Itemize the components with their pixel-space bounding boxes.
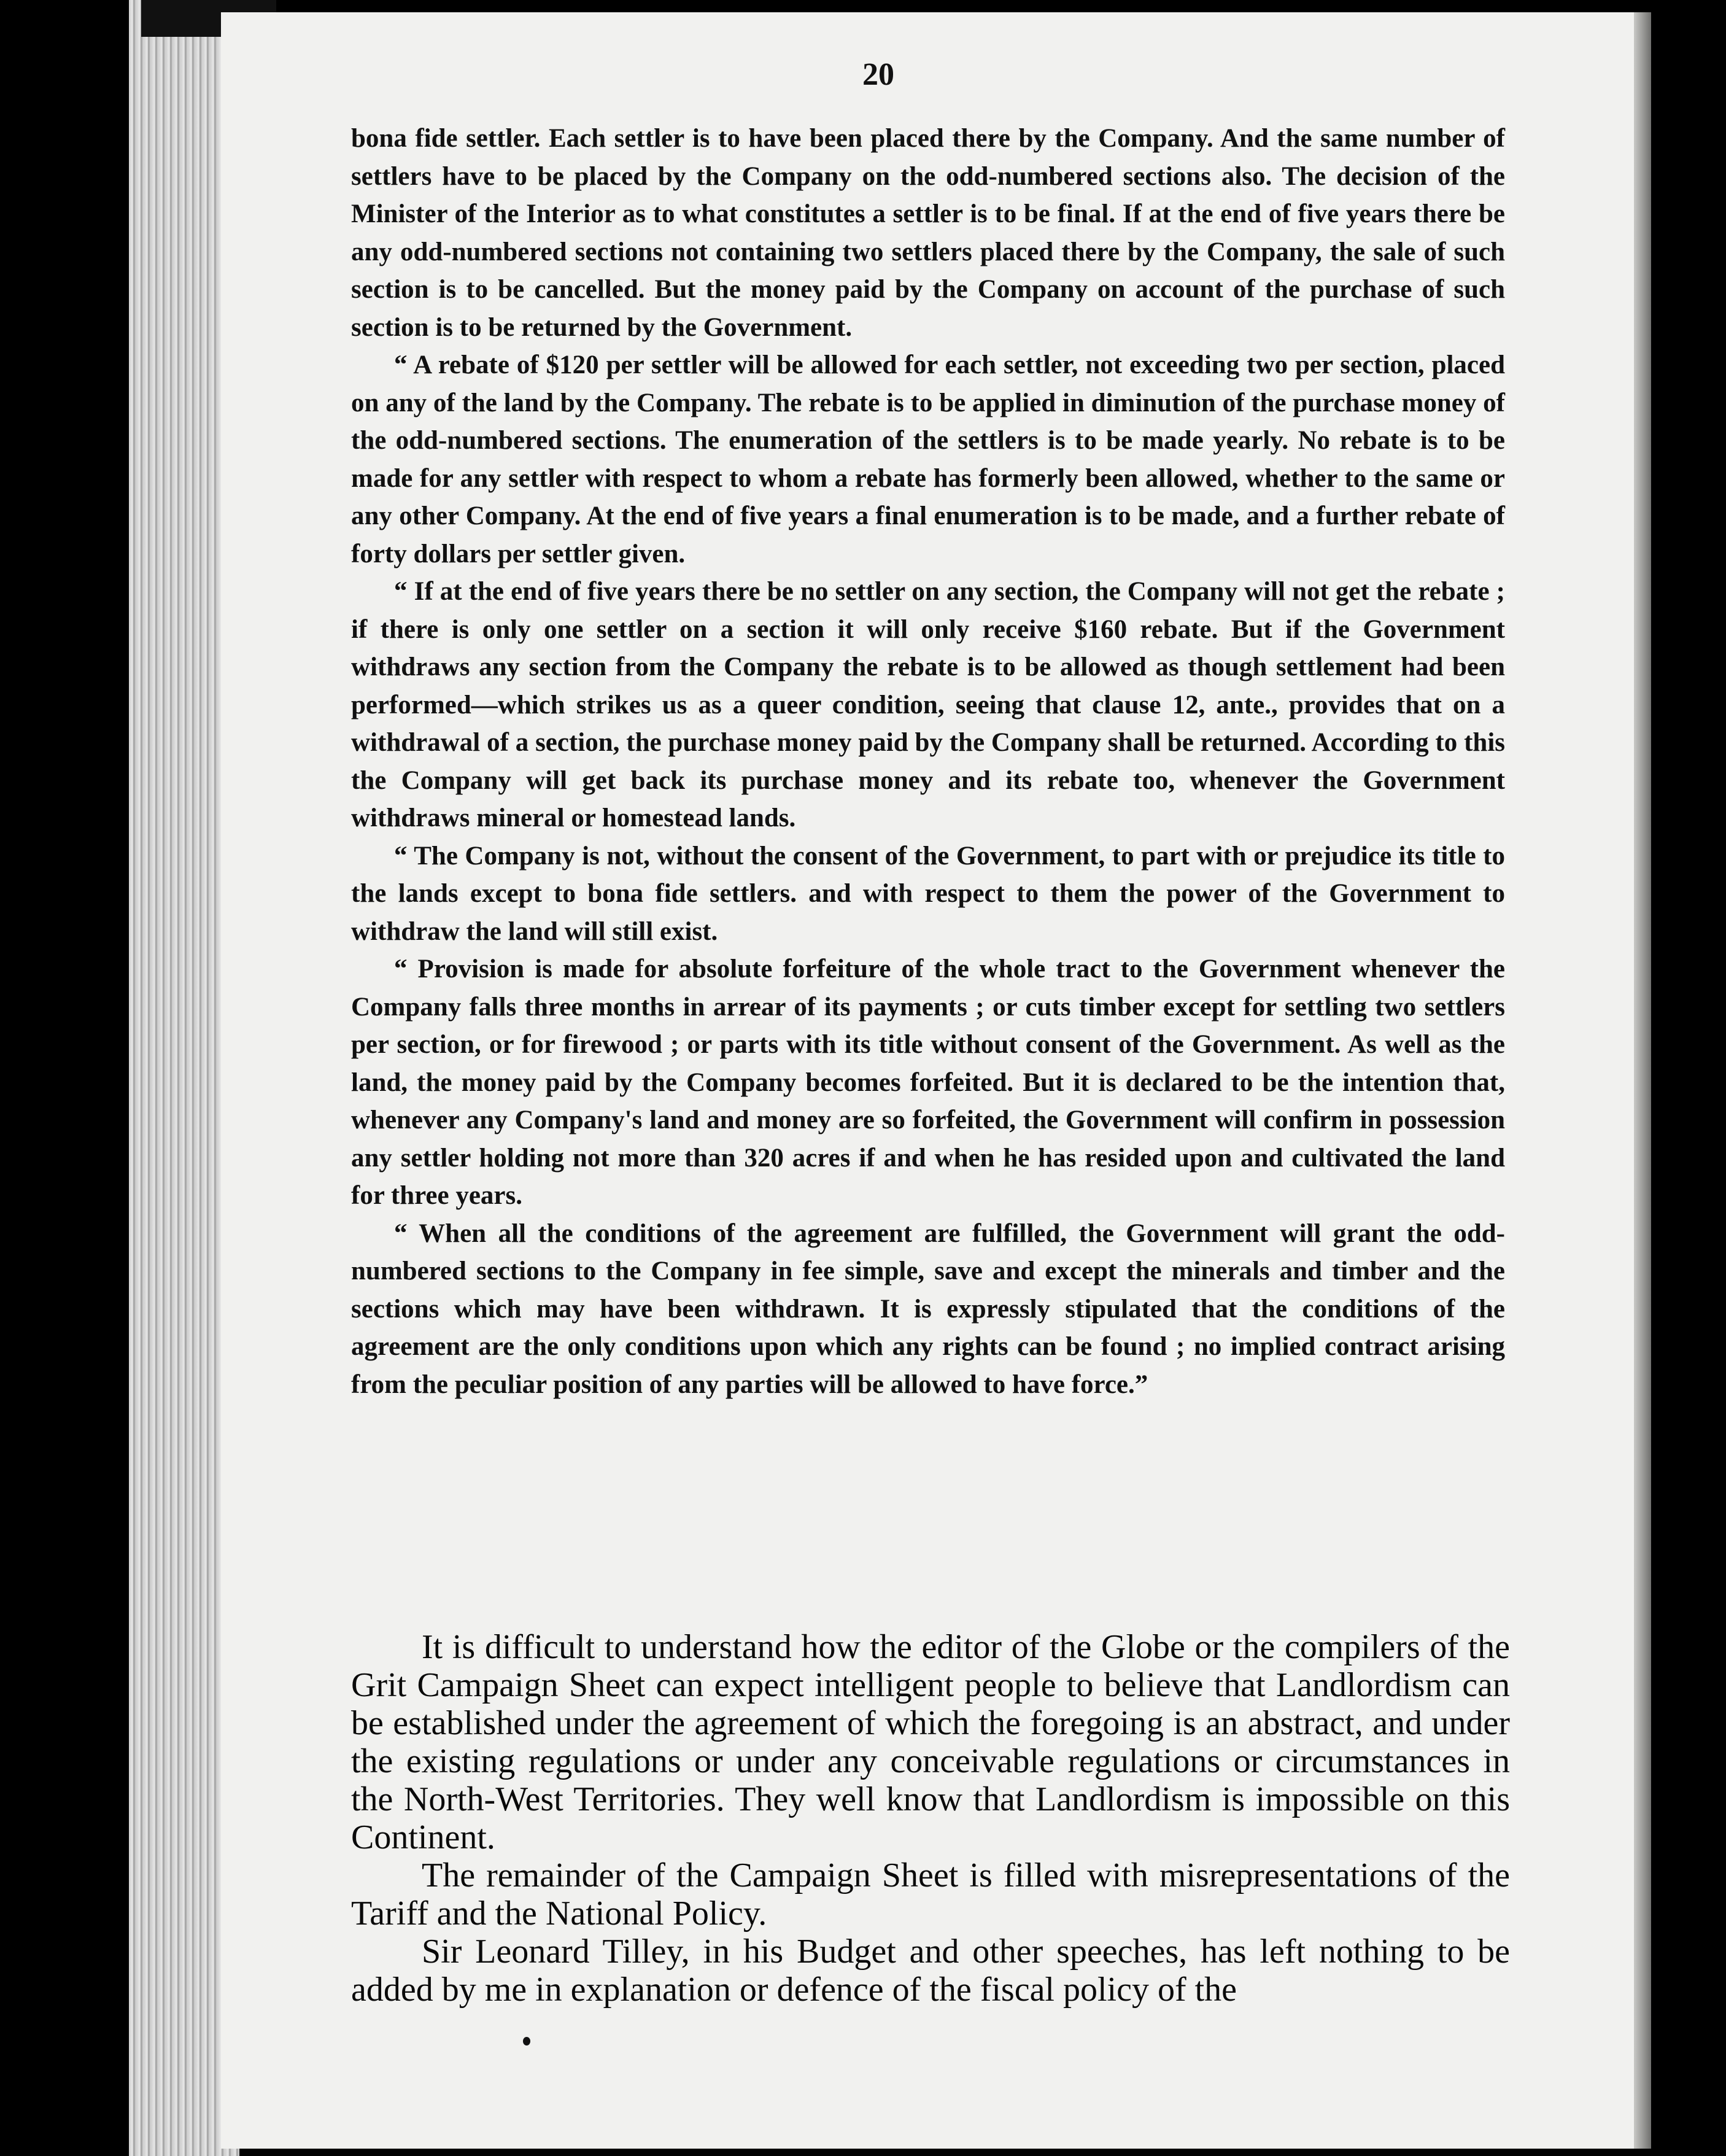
abstract-paragraph-1: bona fide settler. Each settler is to have been placed there by the Company. And the same number of settlers have to be placed by the Company on the odd-numbered sections also. The decision of the Minister of the Interior as to what constitutes a settler is to be final. If at the end of five years there be any odd-numbered sections not containing two settlers placed there by the Company, the sale of such section is to be cancelled. But the money paid by the Company on account of the purchase of such section is to be returned by the Government. <box>351 124 1505 342</box>
ink-speck <box>523 2037 530 2045</box>
page-number: 20 <box>862 57 894 92</box>
commentary-paragraph-2: The remainder of the Campaign Sheet is filled with misrepresentations of the Tariff and the National Policy. <box>351 1856 1510 1933</box>
abstract-paragraph-4: “ The Company is not, without the consent of the Government, to part with or prejudice its title to the lands except to bona fide settlers. and with respect to them the power of the Government to withdraw the land will still exist. <box>351 841 1505 946</box>
author-commentary <box>351 1628 1510 2009</box>
abstract-paragraph-6: “ When all the conditions of the agreement are fulfilled, the Government will grant the odd-numbered sections to the Company in fee simple, save and except the minerals and timber and the sections which may have been withdrawn. It is expressly stipulated that the conditions of the agreement are the only conditions upon which any rights can be found ; no implied contract arising from the peculiar position of any parties will be allowed to have force.” <box>351 1219 1505 1399</box>
page-gutter-shadow <box>1634 12 1651 2149</box>
commentary-paragraph-1: It is difficult to understand how the editor of the Globe or the compilers of the Grit Campaign Sheet can expect intelligent people to believe that Landlordism can be established under the agreement of which the foregoing is an abstract, and under the existing regulations or under any conceivable regulations or circumstances in the North-West Territories. They well know that Landlordism is impossible on this Continent. <box>351 1628 1510 1856</box>
abstract-paragraph-3: “ If at the end of five years there be no settler on any section, the Company will not get the rebate ; if there is only one settler on a section it will only receive $160 rebate. But if the Government withdraws any section from the Company the rebate is to be allowed as though settlement had been performed—which strikes us as a queer condition, seeing that clause 12, ante., provides that on a withdrawal of a section, the purchase money paid by the Company shall be returned. According to this the Company will get back its purchase money and its rebate too, whenever the Government withdraws mineral or homestead lands. <box>351 577 1505 832</box>
commentary-paragraph-3: Sir Leonard Tilley, in his Budget and other speeches, has left nothing to be added by me in explanation or defence of the fiscal policy of the <box>351 1933 1510 2009</box>
quoted-abstract <box>351 120 1505 1403</box>
abstract-paragraph-5: “ Provision is made for absolute forfeiture of the whole tract to the Government whenever the Company falls three months in arrear of its payments ; or cuts timber except for settling two settlers per section, or for firewood ; or parts with its title without consent of the Government. As well as the land, the money paid by the Company becomes forfeited. But it is declared to be the intention that, whenever any Company's land and money are so forfeited, the Government will confirm in possession any settler holding not more than 320 acres if and when he has resided upon and cultivated the land for three years. <box>351 955 1505 1210</box>
abstract-paragraph-2: “ A rebate of $120 per settler will be allowed for each settler, not exceeding two per section, placed on any of the land by the Company. The rebate is to be applied in diminution of the purchase money of the odd-numbered sections. The enumeration of the settlers is to be made yearly. No rebate is to be made for any settler with respect to whom a rebate has formerly been allowed, whether to the same or any other Company. At the end of five years a final enumeration is to be made, and a further rebate of forty dollars per settler given. <box>351 351 1505 568</box>
